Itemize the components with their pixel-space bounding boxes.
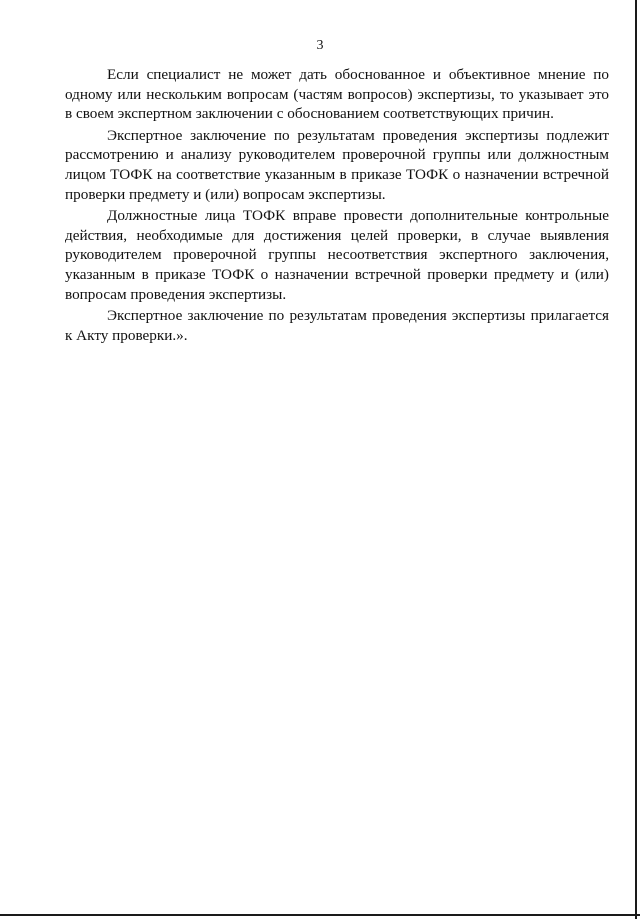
paragraph-expert-review: Экспертное заключение по результатам проведения экспертизы подлежит рассмотрению и анализу руководителем проверочной группы или должностным лицом ТОФК на соответствие указанным в приказе ТОФК о назначении встречной проверки предмету и (или) вопросам экспертизы.: [65, 126, 609, 203]
paragraph-specialist-opinion: Если специалист не может дать обоснованное и объективное мнение по одному или нескольким вопросам (частям вопросов) экспертизы, то указывает это в своем экспертном заключении с обоснованием соответствующих причин.: [65, 66, 609, 123]
scan-border-bottom: [0, 914, 640, 916]
scan-border-right: [635, 0, 637, 919]
paragraph-attachment: Экспертное заключение по результатам проведения экспертизы прилагается к Акту проверки.».: [65, 307, 609, 344]
page-number: 3: [316, 38, 324, 53]
document-body: [65, 65, 609, 347]
paragraph-additional-actions: Должностные лица ТОФК вправе провести дополнительные контрольные действия, необходимые для достижения целей проверки, в случае выявления руководителем проверочной группы несоответствия экспертного заключения, указанным в приказе ТОФК о назначении встречной проверки предмету и (или) вопросам проведения экспертизы.: [65, 207, 609, 303]
